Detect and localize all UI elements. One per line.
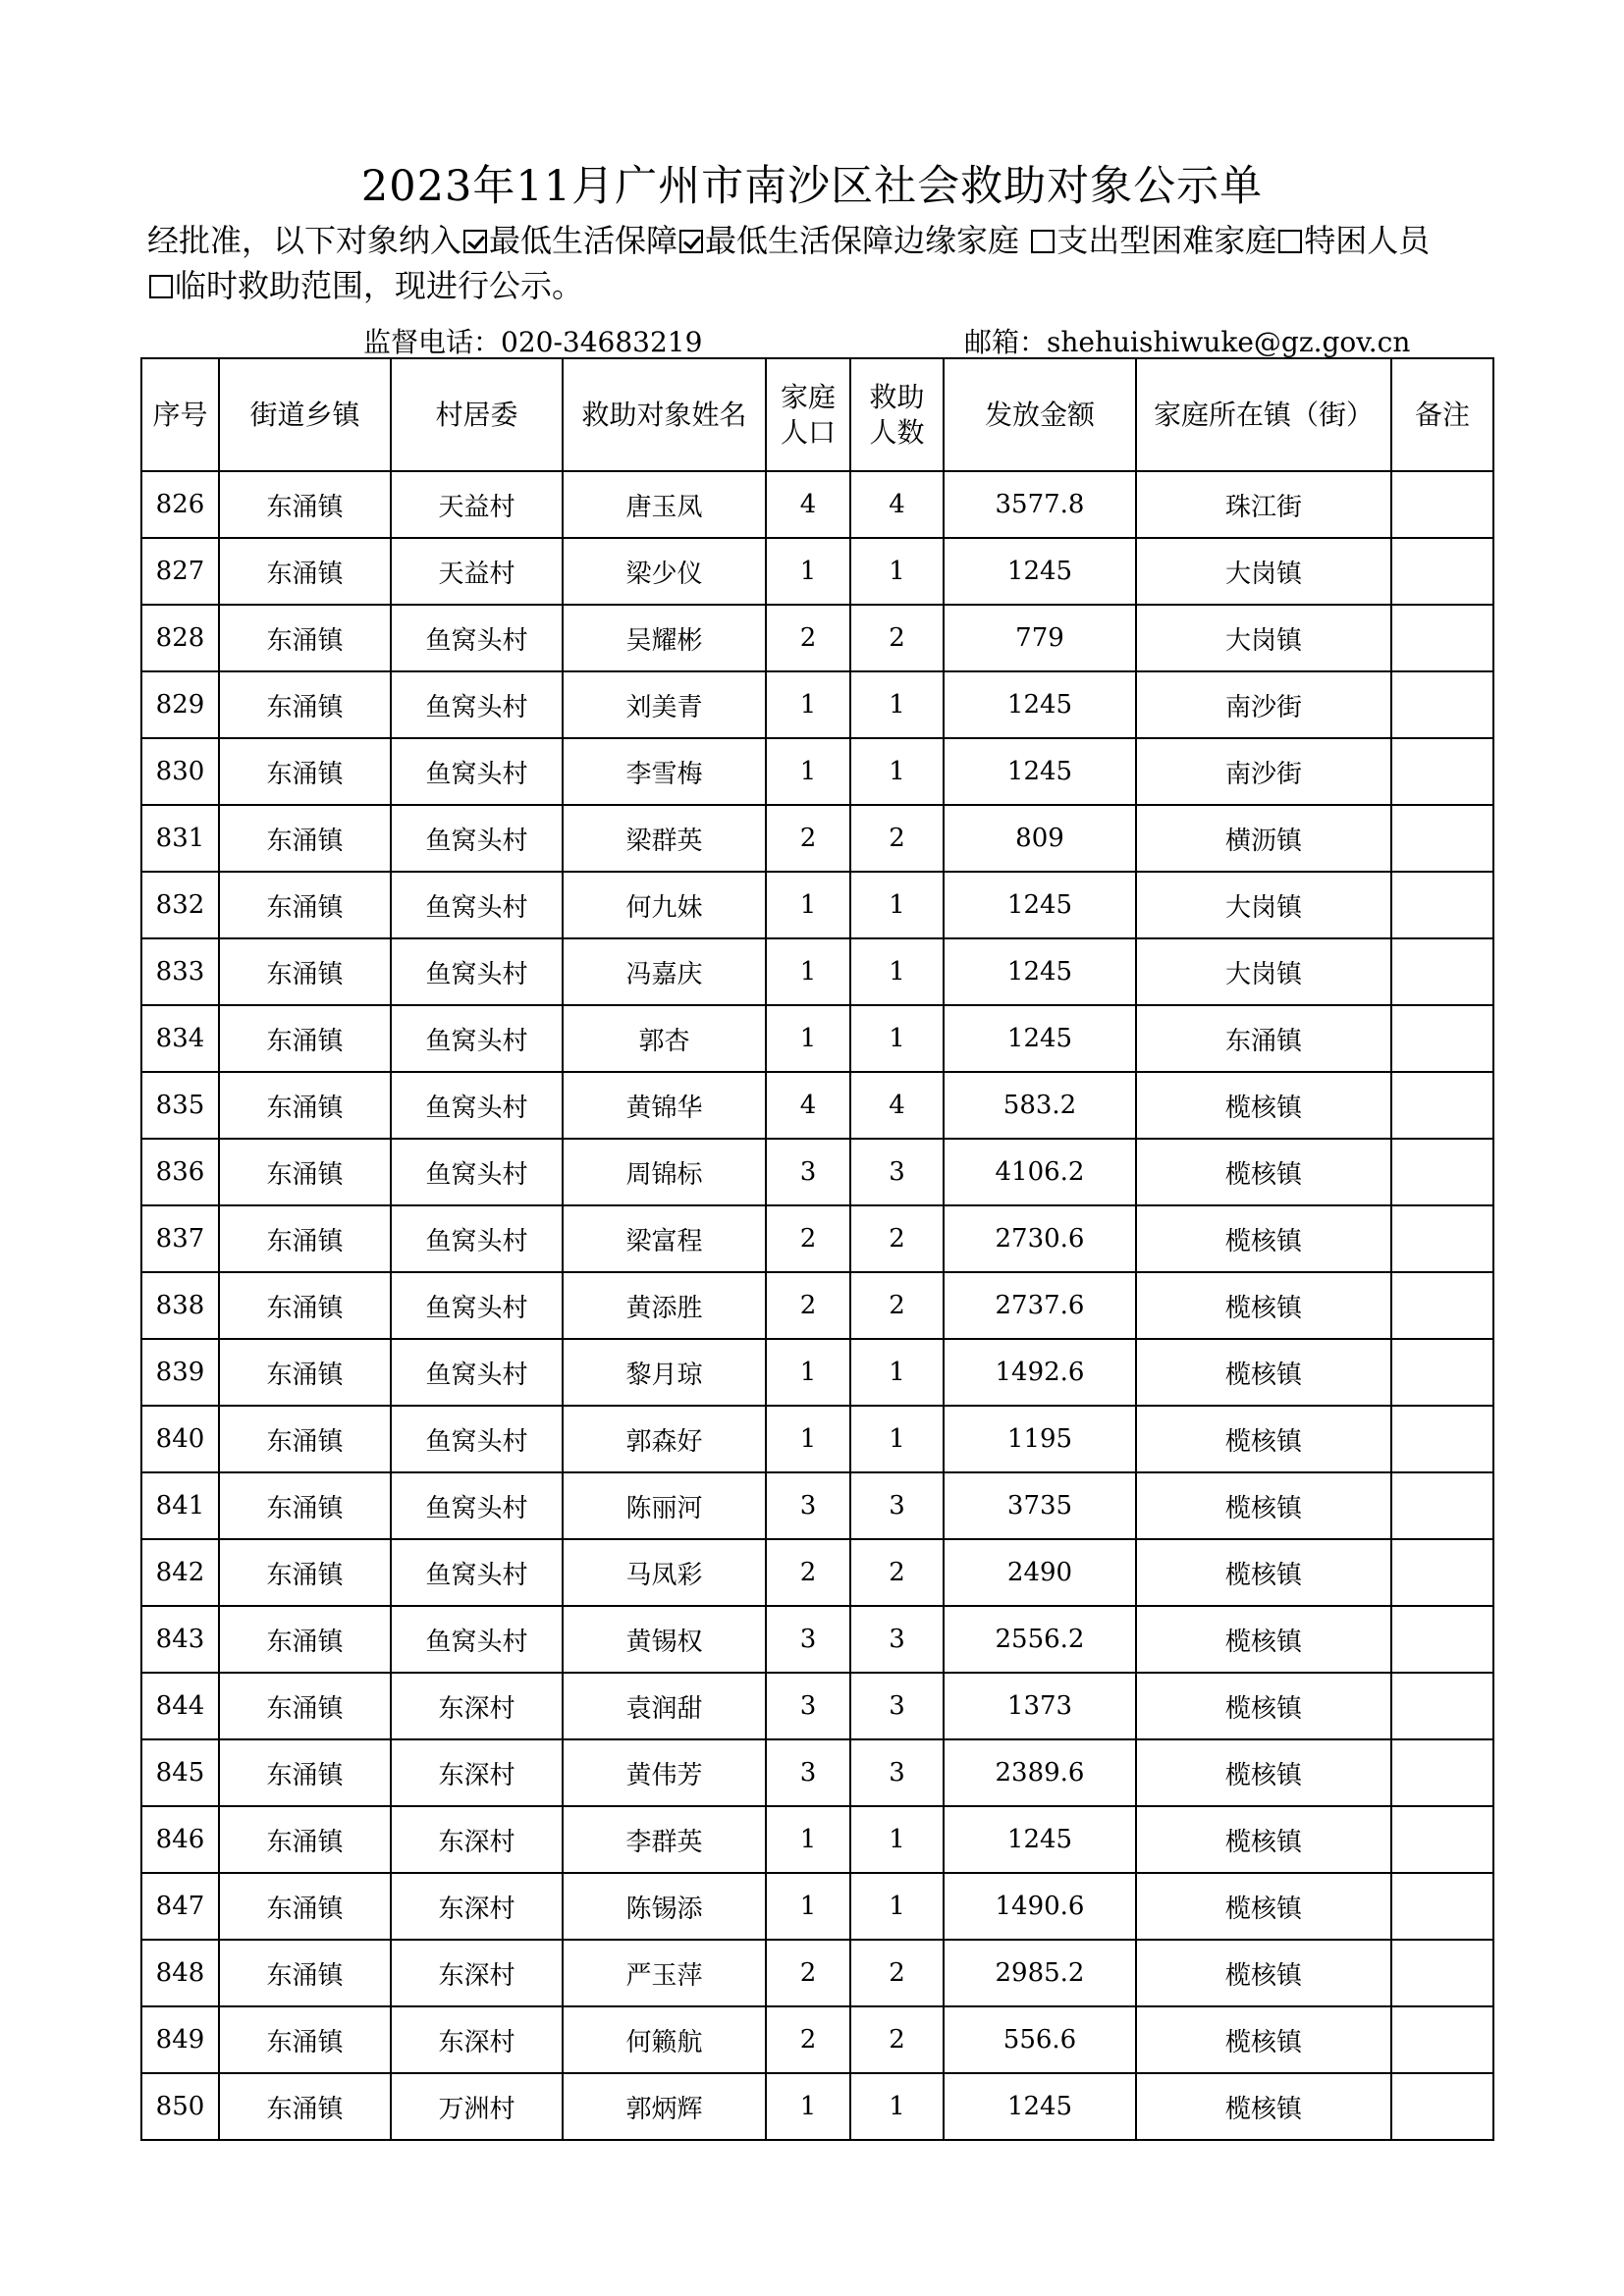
cell-col-amount: 1245 bbox=[944, 938, 1136, 1005]
table-row bbox=[141, 1205, 1493, 1272]
cell-col-street-town: 东涌镇 bbox=[219, 1940, 391, 2006]
cell-col-amount: 1245 bbox=[944, 1005, 1136, 1072]
cell-col-amount: 1245 bbox=[944, 538, 1136, 605]
cell-col-remarks bbox=[1391, 1739, 1493, 1806]
cell-col-residence-town: 榄核镇 bbox=[1136, 2073, 1391, 2140]
cell-col-amount: 4106.2 bbox=[944, 1139, 1136, 1205]
cell-col-assisted-count: 3 bbox=[850, 1739, 944, 1806]
cell-col-residence-town: 榄核镇 bbox=[1136, 1673, 1391, 1739]
cell-col-amount: 1490.6 bbox=[944, 1873, 1136, 1940]
cell-col-village: 东深村 bbox=[391, 1806, 563, 1873]
option-temporary-assistance bbox=[147, 267, 583, 304]
cell-col-name: 唐玉凤 bbox=[563, 471, 766, 538]
cell-col-amount: 3577.8 bbox=[944, 471, 1136, 538]
cell-col-amount: 1373 bbox=[944, 1673, 1136, 1739]
cell-col-street-town: 东涌镇 bbox=[219, 1873, 391, 1940]
cell-col-village: 鱼窝头村 bbox=[391, 671, 563, 738]
cell-col-amount: 556.6 bbox=[944, 2006, 1136, 2073]
cell-col-remarks bbox=[1391, 538, 1493, 605]
cell-col-amount: 2730.6 bbox=[944, 1205, 1136, 1272]
cell-col-street-town: 东涌镇 bbox=[219, 872, 391, 938]
option-label: 最低生活保障边缘家庭 bbox=[705, 222, 1020, 259]
cell-col-assisted-count: 3 bbox=[850, 1472, 944, 1539]
cell-col-household-size: 1 bbox=[766, 2073, 850, 2140]
cell-col-village: 鱼窝头村 bbox=[391, 1472, 563, 1539]
cell-col-seq: 831 bbox=[141, 805, 219, 872]
cell-col-village: 东深村 bbox=[391, 1739, 563, 1806]
cell-col-remarks bbox=[1391, 1472, 1493, 1539]
cell-col-remarks bbox=[1391, 471, 1493, 538]
intro-text bbox=[147, 218, 1502, 308]
cell-col-remarks bbox=[1391, 605, 1493, 671]
cell-col-remarks bbox=[1391, 738, 1493, 805]
table-row bbox=[141, 938, 1493, 1005]
table-row bbox=[141, 1606, 1493, 1673]
cell-col-street-town: 东涌镇 bbox=[219, 1005, 391, 1072]
cell-col-assisted-count: 3 bbox=[850, 1139, 944, 1205]
table-row bbox=[141, 671, 1493, 738]
checkbox-icon bbox=[1278, 230, 1302, 253]
cell-col-household-size: 3 bbox=[766, 1673, 850, 1739]
cell-col-remarks bbox=[1391, 1072, 1493, 1139]
cell-col-residence-town: 榄核镇 bbox=[1136, 1739, 1391, 1806]
cell-col-amount: 2556.2 bbox=[944, 1606, 1136, 1673]
cell-col-name: 马凤彩 bbox=[563, 1539, 766, 1606]
cell-col-street-town: 东涌镇 bbox=[219, 605, 391, 671]
cell-col-seq: 836 bbox=[141, 1139, 219, 1205]
cell-col-residence-town: 榄核镇 bbox=[1136, 1205, 1391, 1272]
cell-col-assisted-count: 1 bbox=[850, 538, 944, 605]
cell-col-village: 天益村 bbox=[391, 538, 563, 605]
cell-col-household-size: 2 bbox=[766, 1940, 850, 2006]
header-col-residence-town: 家庭所在镇（街） bbox=[1136, 358, 1391, 471]
cell-col-assisted-count: 1 bbox=[850, 2073, 944, 2140]
cell-col-assisted-count: 3 bbox=[850, 1673, 944, 1739]
cell-col-village: 鱼窝头村 bbox=[391, 1539, 563, 1606]
cell-col-name: 冯嘉庆 bbox=[563, 938, 766, 1005]
cell-col-assisted-count: 1 bbox=[850, 1406, 944, 1472]
cell-col-residence-town: 榄核镇 bbox=[1136, 1139, 1391, 1205]
cell-col-assisted-count: 2 bbox=[850, 2006, 944, 2073]
cell-col-remarks bbox=[1391, 2073, 1493, 2140]
cell-col-residence-town: 榄核镇 bbox=[1136, 1806, 1391, 1873]
cell-col-seq: 829 bbox=[141, 671, 219, 738]
cell-col-seq: 833 bbox=[141, 938, 219, 1005]
cell-col-street-town: 东涌镇 bbox=[219, 538, 391, 605]
cell-col-amount: 583.2 bbox=[944, 1072, 1136, 1139]
header-col-assisted-count: 救助人数 bbox=[850, 358, 944, 471]
table-row bbox=[141, 1406, 1493, 1472]
cell-col-amount: 2490 bbox=[944, 1539, 1136, 1606]
cell-col-street-town: 东涌镇 bbox=[219, 1339, 391, 1406]
header-col-village: 村居委 bbox=[391, 358, 563, 471]
cell-col-household-size: 2 bbox=[766, 1539, 850, 1606]
supervision-phone: 监督电话：020-34683219 bbox=[363, 326, 703, 358]
cell-col-household-size: 1 bbox=[766, 671, 850, 738]
cell-col-seq: 830 bbox=[141, 738, 219, 805]
option-extreme-poverty bbox=[1276, 222, 1430, 259]
table-row bbox=[141, 2006, 1493, 2073]
cell-col-amount: 1245 bbox=[944, 671, 1136, 738]
cell-col-seq: 835 bbox=[141, 1072, 219, 1139]
table-body bbox=[141, 471, 1493, 2140]
cell-col-name: 李群英 bbox=[563, 1806, 766, 1873]
cell-col-household-size: 3 bbox=[766, 1606, 850, 1673]
cell-col-village: 鱼窝头村 bbox=[391, 1272, 563, 1339]
cell-col-residence-town: 东涌镇 bbox=[1136, 1005, 1391, 1072]
option-marginal-family bbox=[677, 222, 1019, 259]
cell-col-street-town: 东涌镇 bbox=[219, 1472, 391, 1539]
checkbox-icon bbox=[149, 275, 173, 298]
cell-col-household-size: 1 bbox=[766, 538, 850, 605]
page-title: 2023年11月广州市南沙区社会救助对象公示单 bbox=[360, 162, 1264, 211]
cell-col-seq: 826 bbox=[141, 471, 219, 538]
cell-col-street-town: 东涌镇 bbox=[219, 1406, 391, 1472]
cell-col-village: 东深村 bbox=[391, 1940, 563, 2006]
cell-col-village: 鱼窝头村 bbox=[391, 1606, 563, 1673]
cell-col-seq: 839 bbox=[141, 1339, 219, 1406]
cell-col-assisted-count: 2 bbox=[850, 1272, 944, 1339]
cell-col-assisted-count: 1 bbox=[850, 1806, 944, 1873]
cell-col-amount: 2985.2 bbox=[944, 1940, 1136, 2006]
table-row bbox=[141, 805, 1493, 872]
cell-col-name: 何籁航 bbox=[563, 2006, 766, 2073]
cell-col-amount: 3735 bbox=[944, 1472, 1136, 1539]
cell-col-name: 严玉萍 bbox=[563, 1940, 766, 2006]
cell-col-assisted-count: 1 bbox=[850, 938, 944, 1005]
cell-col-residence-town: 榄核镇 bbox=[1136, 1940, 1391, 2006]
cell-col-household-size: 1 bbox=[766, 1873, 850, 1940]
cell-col-street-town: 东涌镇 bbox=[219, 671, 391, 738]
table-row bbox=[141, 1139, 1493, 1205]
cell-col-amount: 1245 bbox=[944, 1806, 1136, 1873]
cell-col-residence-town: 大岗镇 bbox=[1136, 605, 1391, 671]
table-row bbox=[141, 1739, 1493, 1806]
cell-col-amount: 1245 bbox=[944, 872, 1136, 938]
cell-col-street-town: 东涌镇 bbox=[219, 1673, 391, 1739]
cell-col-name: 袁润甜 bbox=[563, 1673, 766, 1739]
option-label: 支出型困难家庭 bbox=[1056, 222, 1277, 259]
cell-col-street-town: 东涌镇 bbox=[219, 1806, 391, 1873]
cell-col-residence-town: 榄核镇 bbox=[1136, 1406, 1391, 1472]
cell-col-street-town: 东涌镇 bbox=[219, 1739, 391, 1806]
cell-col-seq: 827 bbox=[141, 538, 219, 605]
cell-col-household-size: 1 bbox=[766, 1005, 850, 1072]
cell-col-remarks bbox=[1391, 1673, 1493, 1739]
header-col-household-size: 家庭人口 bbox=[766, 358, 850, 471]
cell-col-residence-town: 大岗镇 bbox=[1136, 938, 1391, 1005]
cell-col-assisted-count: 4 bbox=[850, 1072, 944, 1139]
cell-col-remarks bbox=[1391, 1139, 1493, 1205]
table-row bbox=[141, 872, 1493, 938]
cell-col-assisted-count: 3 bbox=[850, 1606, 944, 1673]
cell-col-amount: 809 bbox=[944, 805, 1136, 872]
cell-col-street-town: 东涌镇 bbox=[219, 1606, 391, 1673]
cell-col-household-size: 2 bbox=[766, 2006, 850, 2073]
cell-col-name: 黄锦华 bbox=[563, 1072, 766, 1139]
cell-col-remarks bbox=[1391, 671, 1493, 738]
table-row bbox=[141, 471, 1493, 538]
option-expenditure-difficulty bbox=[1029, 222, 1276, 259]
option-label: 特困人员 bbox=[1304, 222, 1431, 259]
header-col-name: 救助对象姓名 bbox=[563, 358, 766, 471]
cell-col-name: 刘美青 bbox=[563, 671, 766, 738]
cell-col-name: 郭杏 bbox=[563, 1005, 766, 1072]
checkbox-icon bbox=[463, 230, 487, 253]
cell-col-remarks bbox=[1391, 872, 1493, 938]
option-minimum-living-security bbox=[461, 222, 677, 259]
cell-col-amount: 779 bbox=[944, 605, 1136, 671]
cell-col-residence-town: 榄核镇 bbox=[1136, 2006, 1391, 2073]
cell-col-village: 鱼窝头村 bbox=[391, 1072, 563, 1139]
cell-col-residence-town: 榄核镇 bbox=[1136, 1072, 1391, 1139]
contact-email: 邮箱：shehuishiwuke@gz.gov.cn bbox=[964, 326, 1411, 358]
cell-col-village: 鱼窝头村 bbox=[391, 1339, 563, 1406]
table-row bbox=[141, 738, 1493, 805]
cell-col-remarks bbox=[1391, 1272, 1493, 1339]
cell-col-village: 鱼窝头村 bbox=[391, 872, 563, 938]
cell-col-name: 黎月琼 bbox=[563, 1339, 766, 1406]
cell-col-residence-town: 榄核镇 bbox=[1136, 1339, 1391, 1406]
table-row bbox=[141, 538, 1493, 605]
cell-col-residence-town: 榄核镇 bbox=[1136, 1606, 1391, 1673]
cell-col-remarks bbox=[1391, 1606, 1493, 1673]
cell-col-street-town: 东涌镇 bbox=[219, 938, 391, 1005]
cell-col-street-town: 东涌镇 bbox=[219, 1139, 391, 1205]
cell-col-remarks bbox=[1391, 1339, 1493, 1406]
cell-col-remarks bbox=[1391, 1806, 1493, 1873]
cell-col-village: 鱼窝头村 bbox=[391, 1406, 563, 1472]
cell-col-village: 鱼窝头村 bbox=[391, 738, 563, 805]
cell-col-household-size: 1 bbox=[766, 1406, 850, 1472]
cell-col-residence-town: 横沥镇 bbox=[1136, 805, 1391, 872]
cell-col-name: 梁群英 bbox=[563, 805, 766, 872]
cell-col-residence-town: 珠江街 bbox=[1136, 471, 1391, 538]
option-label: 临时救助范围，现进行公示。 bbox=[175, 267, 584, 304]
cell-col-amount: 1245 bbox=[944, 2073, 1136, 2140]
option-label: 最低生活保障 bbox=[489, 222, 678, 259]
cell-col-name: 吴耀彬 bbox=[563, 605, 766, 671]
cell-col-seq: 834 bbox=[141, 1005, 219, 1072]
cell-col-remarks bbox=[1391, 1005, 1493, 1072]
cell-col-seq: 840 bbox=[141, 1406, 219, 1472]
cell-col-street-town: 东涌镇 bbox=[219, 738, 391, 805]
header-col-remarks: 备注 bbox=[1391, 358, 1493, 471]
cell-col-remarks bbox=[1391, 938, 1493, 1005]
table-header-row bbox=[141, 358, 1493, 471]
cell-col-seq: 832 bbox=[141, 872, 219, 938]
cell-col-assisted-count: 1 bbox=[850, 671, 944, 738]
cell-col-village: 天益村 bbox=[391, 471, 563, 538]
cell-col-amount: 1245 bbox=[944, 738, 1136, 805]
table-row bbox=[141, 1940, 1493, 2006]
cell-col-seq: 842 bbox=[141, 1539, 219, 1606]
cell-col-assisted-count: 2 bbox=[850, 805, 944, 872]
cell-col-seq: 846 bbox=[141, 1806, 219, 1873]
table-row bbox=[141, 1472, 1493, 1539]
cell-col-seq: 837 bbox=[141, 1205, 219, 1272]
cell-col-assisted-count: 1 bbox=[850, 872, 944, 938]
cell-col-household-size: 1 bbox=[766, 872, 850, 938]
cell-col-seq: 828 bbox=[141, 605, 219, 671]
cell-col-village: 鱼窝头村 bbox=[391, 1005, 563, 1072]
cell-col-amount: 1195 bbox=[944, 1406, 1136, 1472]
table-row bbox=[141, 1539, 1493, 1606]
cell-col-household-size: 2 bbox=[766, 805, 850, 872]
cell-col-assisted-count: 1 bbox=[850, 1339, 944, 1406]
table-row bbox=[141, 1272, 1493, 1339]
cell-col-name: 郭炳辉 bbox=[563, 2073, 766, 2140]
cell-col-name: 黄伟芳 bbox=[563, 1739, 766, 1806]
cell-col-residence-town: 南沙街 bbox=[1136, 671, 1391, 738]
cell-col-street-town: 东涌镇 bbox=[219, 2073, 391, 2140]
table-row bbox=[141, 1072, 1493, 1139]
cell-col-assisted-count: 4 bbox=[850, 471, 944, 538]
cell-col-name: 黄锡权 bbox=[563, 1606, 766, 1673]
cell-col-residence-town: 榄核镇 bbox=[1136, 1472, 1391, 1539]
cell-col-household-size: 4 bbox=[766, 471, 850, 538]
cell-col-assisted-count: 2 bbox=[850, 1205, 944, 1272]
cell-col-household-size: 4 bbox=[766, 1072, 850, 1139]
cell-col-household-size: 3 bbox=[766, 1139, 850, 1205]
checkbox-icon bbox=[1031, 230, 1055, 253]
cell-col-name: 陈锡添 bbox=[563, 1873, 766, 1940]
cell-col-assisted-count: 2 bbox=[850, 1940, 944, 2006]
intro-prefix: 经批准，以下对象纳入 bbox=[147, 222, 462, 259]
cell-col-residence-town: 榄核镇 bbox=[1136, 1272, 1391, 1339]
cell-col-street-town: 东涌镇 bbox=[219, 1205, 391, 1272]
cell-col-name: 黄添胜 bbox=[563, 1272, 766, 1339]
cell-col-village: 鱼窝头村 bbox=[391, 938, 563, 1005]
cell-col-remarks bbox=[1391, 805, 1493, 872]
cell-col-household-size: 1 bbox=[766, 938, 850, 1005]
cell-col-residence-town: 南沙街 bbox=[1136, 738, 1391, 805]
cell-col-seq: 841 bbox=[141, 1472, 219, 1539]
table-row bbox=[141, 605, 1493, 671]
header-col-street-town: 街道乡镇 bbox=[219, 358, 391, 471]
cell-col-remarks bbox=[1391, 1940, 1493, 2006]
cell-col-name: 何九妹 bbox=[563, 872, 766, 938]
cell-col-name: 李雪梅 bbox=[563, 738, 766, 805]
cell-col-household-size: 1 bbox=[766, 1806, 850, 1873]
cell-col-remarks bbox=[1391, 1873, 1493, 1940]
cell-col-assisted-count: 2 bbox=[850, 605, 944, 671]
cell-col-household-size: 1 bbox=[766, 738, 850, 805]
cell-col-residence-town: 榄核镇 bbox=[1136, 1873, 1391, 1940]
cell-col-seq: 849 bbox=[141, 2006, 219, 2073]
header-col-seq: 序号 bbox=[141, 358, 219, 471]
cell-col-assisted-count: 1 bbox=[850, 1873, 944, 1940]
cell-col-name: 郭森好 bbox=[563, 1406, 766, 1472]
cell-col-name: 梁少仪 bbox=[563, 538, 766, 605]
cell-col-assisted-count: 1 bbox=[850, 1005, 944, 1072]
cell-col-residence-town: 大岗镇 bbox=[1136, 872, 1391, 938]
cell-col-street-town: 东涌镇 bbox=[219, 1539, 391, 1606]
cell-col-village: 万洲村 bbox=[391, 2073, 563, 2140]
cell-col-street-town: 东涌镇 bbox=[219, 471, 391, 538]
table-row bbox=[141, 1806, 1493, 1873]
cell-col-household-size: 3 bbox=[766, 1472, 850, 1539]
cell-col-street-town: 东涌镇 bbox=[219, 1272, 391, 1339]
cell-col-household-size: 3 bbox=[766, 1739, 850, 1806]
cell-col-seq: 838 bbox=[141, 1272, 219, 1339]
cell-col-seq: 845 bbox=[141, 1739, 219, 1806]
cell-col-assisted-count: 2 bbox=[850, 1539, 944, 1606]
cell-col-village: 东深村 bbox=[391, 1873, 563, 1940]
cell-col-street-town: 东涌镇 bbox=[219, 1072, 391, 1139]
cell-col-name: 周锦标 bbox=[563, 1139, 766, 1205]
cell-col-residence-town: 榄核镇 bbox=[1136, 1539, 1391, 1606]
cell-col-village: 鱼窝头村 bbox=[391, 605, 563, 671]
cell-col-remarks bbox=[1391, 1539, 1493, 1606]
cell-col-household-size: 2 bbox=[766, 605, 850, 671]
table-row bbox=[141, 2073, 1493, 2140]
cell-col-village: 鱼窝头村 bbox=[391, 1139, 563, 1205]
cell-col-amount: 1492.6 bbox=[944, 1339, 1136, 1406]
cell-col-seq: 847 bbox=[141, 1873, 219, 1940]
cell-col-village: 东深村 bbox=[391, 2006, 563, 2073]
table-row bbox=[141, 1339, 1493, 1406]
cell-col-remarks bbox=[1391, 1406, 1493, 1472]
header-col-amount: 发放金额 bbox=[944, 358, 1136, 471]
table-row bbox=[141, 1673, 1493, 1739]
cell-col-village: 鱼窝头村 bbox=[391, 805, 563, 872]
cell-col-amount: 2389.6 bbox=[944, 1739, 1136, 1806]
cell-col-village: 东深村 bbox=[391, 1673, 563, 1739]
table-row bbox=[141, 1005, 1493, 1072]
cell-col-village: 鱼窝头村 bbox=[391, 1205, 563, 1272]
cell-col-name: 陈丽河 bbox=[563, 1472, 766, 1539]
cell-col-household-size: 2 bbox=[766, 1205, 850, 1272]
cell-col-seq: 843 bbox=[141, 1606, 219, 1673]
cell-col-household-size: 2 bbox=[766, 1272, 850, 1339]
cell-col-household-size: 1 bbox=[766, 1339, 850, 1406]
cell-col-street-town: 东涌镇 bbox=[219, 805, 391, 872]
cell-col-remarks bbox=[1391, 1205, 1493, 1272]
cell-col-seq: 844 bbox=[141, 1673, 219, 1739]
cell-col-amount: 2737.6 bbox=[944, 1272, 1136, 1339]
assistance-table bbox=[140, 357, 1494, 2141]
cell-col-remarks bbox=[1391, 2006, 1493, 2073]
cell-col-name: 梁富程 bbox=[563, 1205, 766, 1272]
cell-col-seq: 850 bbox=[141, 2073, 219, 2140]
cell-col-seq: 848 bbox=[141, 1940, 219, 2006]
checkbox-icon bbox=[679, 230, 703, 253]
cell-col-residence-town: 大岗镇 bbox=[1136, 538, 1391, 605]
table-row bbox=[141, 1873, 1493, 1940]
cell-col-assisted-count: 1 bbox=[850, 738, 944, 805]
cell-col-street-town: 东涌镇 bbox=[219, 2006, 391, 2073]
